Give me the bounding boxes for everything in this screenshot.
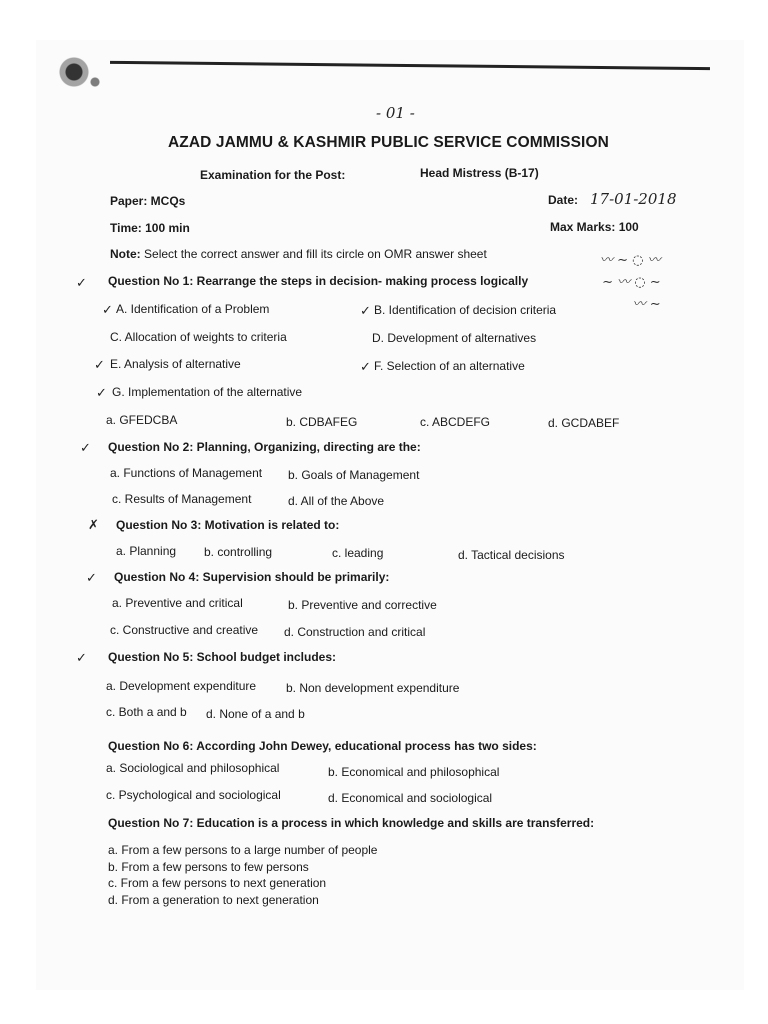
question-1: Question No 1: Rearrange the steps in decision- making process logically [108, 274, 529, 288]
q5-option-b: b. Non development expenditure [286, 681, 460, 695]
check-mark-icon: ✓ [96, 385, 107, 400]
q1-option-c: c. ABCDEFG [420, 415, 491, 429]
q3-option-d: d. Tactical decisions [458, 548, 565, 562]
q1-option-d: d. GCDABEF [548, 416, 620, 430]
date-label: Date: [548, 193, 579, 207]
ink-blot [46, 52, 116, 102]
handwritten-margin-note: 〰 ∼ ◌ 〰 ∼ 〰 ◌ ∼ 〰 ∼ [600, 253, 661, 312]
q3-option-a: a. Planning [116, 544, 177, 558]
q5-option-a: a. Development expenditure [106, 679, 257, 693]
time-allowed: Time: 100 min [110, 221, 190, 235]
q1-step-a: A. Identification of a Problem [116, 302, 270, 316]
q7-option-b: b. From a few persons to few persons [108, 859, 309, 874]
q3-option-c: c. leading [332, 546, 384, 560]
page-number: - 01 - [376, 104, 415, 122]
q1-step-e: E. Analysis of alternative [110, 357, 241, 371]
check-mark-icon: ✓ [86, 570, 97, 585]
instruction-note [110, 247, 487, 261]
check-mark-icon: ✓ [76, 650, 87, 665]
post-name: Head Mistress (B-17) [420, 166, 539, 180]
q1-step-c: C. Allocation of weights to criteria [110, 330, 287, 344]
note-label: Note: [110, 247, 141, 261]
exam-label: Examination for the Post: [200, 168, 346, 182]
question-6: Question No 6: According John Dewey, educational process has two sides: [108, 739, 537, 753]
check-mark-icon: ✓ [94, 357, 105, 372]
q1-option-b: b. CDBAFEG [286, 415, 358, 429]
max-marks: Max Marks: 100 [550, 220, 639, 234]
q6-option-d: d. Economical and sociological [328, 791, 493, 805]
q1-step-f: F. Selection of an alternative [374, 359, 525, 373]
check-mark-icon: ✓ [76, 275, 87, 290]
question-7: Question No 7: Education is a process in which knowledge and skills are transferred: [108, 816, 595, 830]
q4-option-a: a. Preventive and critical [112, 596, 243, 610]
q2-option-a: a. Functions of Management [110, 466, 263, 480]
question-3: Question No 3: Motivation is related to: [116, 518, 340, 532]
q2-option-d: d. All of the Above [288, 494, 385, 508]
q2-option-b: b. Goals of Management [288, 468, 420, 482]
q7-options [108, 842, 377, 908]
question-5: Question No 5: School budget includes: [108, 650, 337, 664]
q4-option-d: d. Construction and critical [284, 625, 426, 639]
commission-title: AZAD JAMMU & KASHMIR PUBLIC SERVICE COMMISSION [168, 134, 609, 151]
q3-option-b: b. controlling [204, 545, 273, 559]
q5-option-d: d. None of a and b [206, 707, 305, 721]
note-text: Select the correct answer and fill its circle on OMR answer sheet [144, 247, 487, 261]
q1-step-g: G. Implementation of the alternative [112, 385, 303, 399]
date-value: 17-01-2018 [590, 190, 677, 208]
paper-type: Paper: MCQs [110, 194, 186, 208]
q1-option-a: a. GFEDCBA [106, 413, 178, 427]
q6-option-c: c. Psychological and sociological [106, 788, 281, 802]
question-4: Question No 4: Supervision should be primarily: [114, 570, 390, 584]
q6-option-b: b. Economical and philosophical [328, 765, 500, 779]
question-2: Question No 2: Planning, Organizing, directing are the: [108, 440, 421, 454]
q6-option-a: a. Sociological and philosophical [106, 761, 280, 775]
q1-step-d: D. Development of alternatives [372, 331, 537, 345]
cross-mark-icon: ✗ [88, 517, 99, 532]
q2-option-c: c. Results of Management [112, 492, 252, 506]
q1-step-b: B. Identification of decision criteria [374, 303, 557, 317]
check-mark-icon: ✓ [102, 302, 113, 317]
q5-option-c: c. Both a and b [106, 705, 187, 719]
check-mark-icon: ✓ [360, 359, 371, 374]
q7-option-d: d. From a generation to next generation [108, 892, 319, 907]
check-mark-icon: ✓ [80, 440, 91, 455]
q4-option-c: c. Constructive and creative [110, 623, 259, 637]
q7-option-c: c. From a few persons to next generation [108, 876, 327, 890]
q4-option-b: b. Preventive and corrective [288, 598, 437, 612]
check-mark-icon: ✓ [360, 303, 371, 318]
q7-option-a: a. From a few persons to a large number of people [108, 843, 378, 857]
